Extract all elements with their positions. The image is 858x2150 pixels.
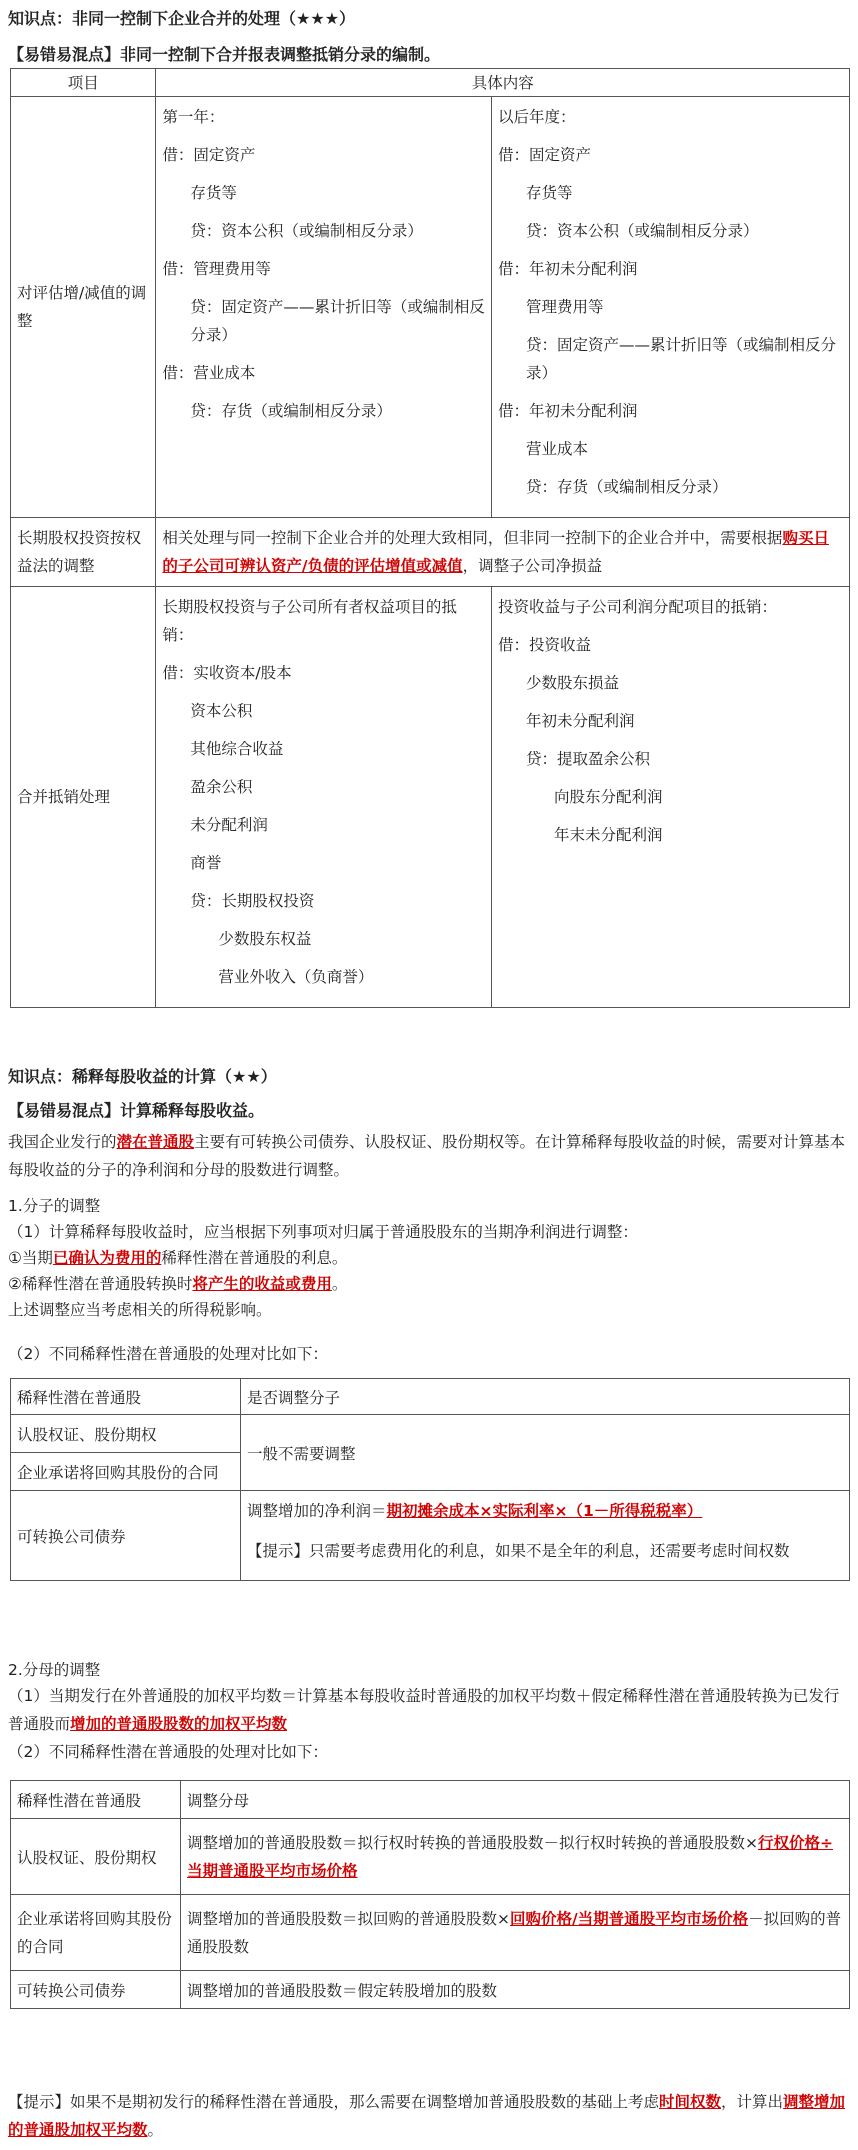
numerator-table: [10, 1378, 850, 1581]
row-label: 长期股权投资按权益法的调整: [11, 518, 156, 587]
denominator-line: [8, 1682, 848, 1738]
equity-method-text: [156, 518, 850, 587]
entry-line: 贷：长期股权投资: [190, 892, 315, 910]
text-segment: －拟回购的普通股股数: [187, 1909, 842, 1956]
table-row: [11, 1971, 850, 2009]
text-segment: ②稀释性潜在普通股转换时: [8, 1275, 193, 1293]
denominator-heading: 2.分母的调整: [8, 1661, 101, 1679]
entry-line: 借：年初未分配利润: [498, 402, 638, 420]
highlight-text: 已确认为费用的: [52, 1249, 162, 1267]
highlight-text: 期初摊余成本×实际利率×（1－所得税税率）: [386, 1502, 703, 1520]
entry-line: 营业成本: [526, 440, 589, 458]
entry-line: 投资收益与子公司利润分配项目的抵销：: [498, 598, 778, 616]
section1-tip: [8, 42, 440, 65]
entry-line: 借：固定资产: [498, 146, 592, 164]
header-item: 项目: [11, 69, 156, 97]
profit-elimination-entries: [492, 587, 850, 1008]
table-row: [11, 97, 850, 518]
row-label: 认股权证、股份期权: [11, 1415, 241, 1453]
equity-elimination-entries: [156, 587, 492, 1008]
entry-line: 第一年：: [162, 108, 225, 126]
row-label: 企业承诺将回购其股份的合同: [11, 1895, 181, 1971]
section1-title: 知识点：非同一控制下企业合并的处理（★★★）: [8, 9, 356, 28]
text-segment: ，计算出: [721, 2093, 784, 2111]
highlight-text: 将产生的收益或费用: [192, 1275, 332, 1293]
row-label: 可转换公司债券: [11, 1491, 241, 1581]
table-row: [11, 1491, 850, 1581]
entry-line: 存货等: [526, 184, 573, 202]
numerator-line: [8, 1244, 848, 1272]
warrant-formula: [181, 1819, 850, 1895]
entry-line: 商誉: [190, 854, 222, 872]
consolidation-table: [10, 68, 850, 1008]
text-segment: 调整增加的普通股股数＝拟回购的普通股股数×: [187, 1909, 510, 1928]
numerator-line: 上述调整应当考虑相关的所得税影响。: [8, 1301, 272, 1319]
entry-line: 长期股权投资与子公司所有者权益项目的抵销：: [162, 598, 457, 644]
table-row: [11, 518, 850, 587]
entry-line: 其他综合收益: [190, 740, 284, 758]
entry-line: 以后年度：: [498, 108, 576, 126]
section2-tip: [8, 1098, 264, 1121]
row-label: 合并抵销处理: [11, 587, 156, 1008]
entry-line: 借：年初未分配利润: [498, 260, 638, 278]
bond-shares-formula: 调整增加的普通股股数＝假定转股增加的股数: [181, 1971, 850, 2009]
final-tip: [8, 2088, 848, 2144]
highlight-text: 购买日的子公司可辨认资产/负债的评估增值或减值: [162, 529, 829, 575]
numerator-line: [8, 1270, 848, 1298]
bond-tip: 【提示】只需要考虑费用化的利息，如果不是全年的利息，还需要考虑时间权数: [247, 1542, 790, 1560]
entry-line: 贷：存货（或编制相反分录）: [526, 478, 728, 496]
no-adjust-value: 一般不需要调整: [241, 1415, 850, 1491]
entry-line: 存货等: [190, 184, 237, 202]
later-year-entries: [492, 97, 850, 518]
section2-title: 知识点：稀释每股收益的计算（★★）: [8, 1067, 277, 1086]
header-cell: 稀释性潜在普通股: [11, 1781, 181, 1819]
entry-line: 资本公积: [190, 702, 253, 720]
denominator-line: （2）不同稀释性潜在普通股的处理对比如下：: [8, 1743, 328, 1761]
entry-line: 年末未分配利润: [554, 826, 663, 844]
entry-line: 少数股东权益: [218, 930, 312, 948]
entry-line: 营业外收入（负商誉）: [218, 968, 374, 986]
header-content: 具体内容: [156, 69, 850, 97]
text-segment: ，调整子公司净损益: [462, 557, 603, 575]
table-row: [11, 1895, 850, 1971]
text-segment: 我国企业发行的: [8, 1133, 117, 1151]
entry-line: 未分配利润: [190, 816, 268, 834]
bond-adjust-cell: [241, 1491, 850, 1581]
entry-line: 贷：固定资产——累计折旧等（或编制相反分录）: [526, 336, 837, 382]
repurchase-formula: [181, 1895, 850, 1971]
numerator-line: （1）计算稀释每股收益时，应当根据下列事项对归属于普通股股东的当期净利润进行调整：: [8, 1223, 638, 1241]
entry-line: 向股东分配利润: [554, 788, 663, 806]
table-row: [11, 587, 850, 1008]
entry-line: 少数股东损益: [526, 674, 620, 692]
entry-line: 管理费用等: [526, 298, 604, 316]
highlight-text: 潜在普通股: [116, 1133, 195, 1151]
text-segment: 稀释性潜在普通股的利息。: [161, 1249, 348, 1267]
entry-line: 借：实收资本/股本: [162, 664, 292, 682]
text-segment: ①当期: [8, 1249, 53, 1267]
entry-line: 盈余公积: [190, 778, 253, 796]
entry-line: 贷：资本公积（或编制相反分录）: [190, 222, 423, 240]
table-row: [11, 1819, 850, 1895]
header-cell: 调整分母: [181, 1781, 850, 1819]
highlight-text: 回购价格/当期普通股平均市场价格: [510, 1909, 749, 1928]
entry-line: 贷：存货（或编制相反分录）: [190, 402, 392, 420]
text-segment: 相关处理与同一控制下企业合并的处理大致相同，但非同一控制下的企业合并中，需要根据: [162, 529, 783, 547]
text-segment: 主要有可转换公司债券、认股权证、股份期权等。在计算稀释每股收益的时候，需要对计算基本每股收益的分子的净利润和分母的股数进行调整。: [8, 1133, 846, 1179]
first-year-entries: [156, 97, 492, 518]
table-header-row: [11, 1379, 850, 1415]
numerator-line: （2）不同稀释性潜在普通股的处理对比如下：: [8, 1345, 328, 1363]
entry-line: 贷：资本公积（或编制相反分录）: [526, 222, 759, 240]
row-label: 对评估增/减值的调整: [11, 97, 156, 518]
bond-formula: [247, 1491, 843, 1531]
entry-line: 年初未分配利润: [526, 712, 635, 730]
numerator-heading: 1.分子的调整: [8, 1197, 101, 1215]
intro-paragraph: [8, 1128, 848, 1184]
highlight-text: 行权价格÷当期普通股平均市场价格: [187, 1833, 833, 1880]
entry-line: 借：管理费用等: [162, 260, 271, 278]
row-label: 认股权证、股份期权: [11, 1819, 181, 1895]
row-label: 企业承诺将回购其股份的合同: [11, 1453, 241, 1491]
text-segment: 调整增加的普通股股数＝拟行权时转换的普通股股数－拟行权时转换的普通股股数×: [187, 1833, 758, 1852]
tip-label: 【易错易混点】: [8, 1101, 121, 1120]
highlight-text: 增加的普通股股数的加权平均数: [70, 1715, 288, 1733]
row-label: 可转换公司债券: [11, 1971, 181, 2009]
text-segment: （1）当期发行在外普通股的加权平均数＝计算基本每股收益时普通股的加权平均数＋假定稀释性潜在普通股转换为已发行普通股而: [8, 1687, 840, 1733]
entry-line: 借：投资收益: [498, 636, 592, 654]
text-segment: 调整增加的净利润＝: [247, 1502, 387, 1520]
entry-line: 借：固定资产: [162, 146, 256, 164]
header-cell: 是否调整分子: [241, 1379, 850, 1415]
table-row: [11, 1415, 850, 1453]
highlight-text: 时间权数: [659, 2093, 722, 2111]
highlight-text: 调整增加的普通股加权平均数: [8, 2093, 846, 2139]
tip-text: 计算稀释每股收益。: [120, 1101, 265, 1120]
denominator-table: [10, 1780, 850, 2009]
entry-line: 借：营业成本: [162, 364, 256, 382]
entry-line: 贷：提取盈余公积: [526, 750, 651, 768]
table-header-row: [11, 1781, 850, 1819]
header-cell: 稀释性潜在普通股: [11, 1379, 241, 1415]
entry-line: 贷：固定资产——累计折旧等（或编制相反分录）: [190, 298, 485, 344]
text-segment: 。: [331, 1275, 348, 1293]
text-segment: 【提示】如果不是期初发行的稀释性潜在普通股，那么需要在调整增加普通股股数的基础上考虑: [8, 2093, 660, 2111]
table-header-row: [11, 69, 850, 97]
tip-label: 【易错易混点】: [8, 45, 121, 64]
text-segment: 。: [147, 2121, 164, 2139]
tip-text: 非同一控制下合并报表调整抵销分录的编制。: [120, 45, 441, 64]
